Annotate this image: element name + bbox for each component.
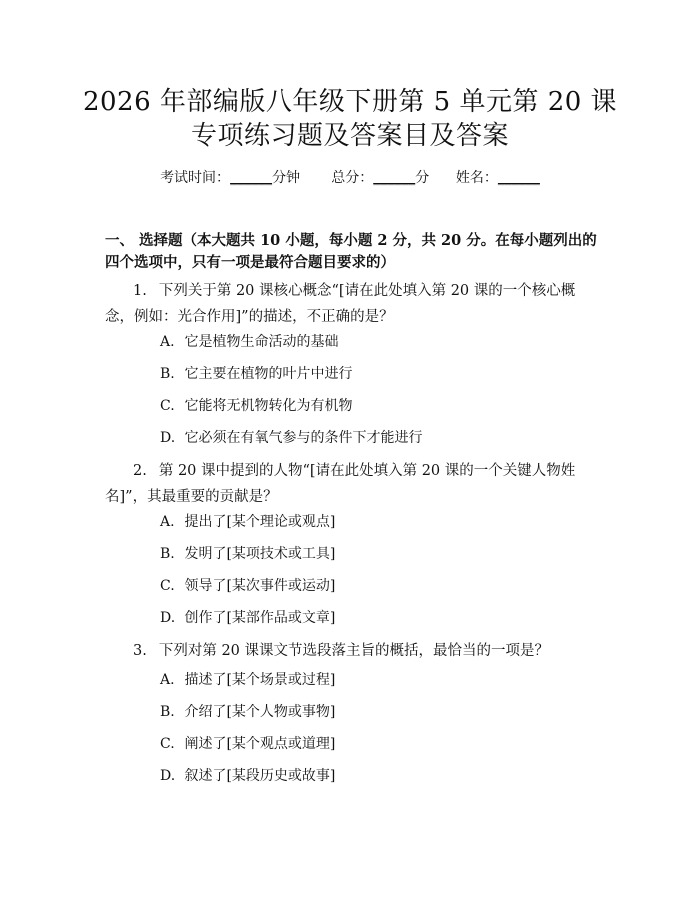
time-unit: 分钟 (272, 170, 301, 186)
option-letter: B. (160, 366, 175, 382)
option-text: 它是植物生命活动的基础 (184, 334, 339, 350)
question-text: 下列关于第 20 课核心概念“[请在此处填入第 20 课的一个核心概念，例如：光合作用]”的描述，不正确的是？ (105, 283, 576, 325)
time-label: 考试时间： (160, 170, 231, 186)
name-label: 姓名： (455, 170, 498, 186)
score-unit: 分 (415, 170, 430, 186)
option-letter: D. (160, 430, 176, 446)
option-1d (160, 428, 422, 448)
option-letter: B. (160, 546, 175, 562)
option-text: 阐述了[某个观点或道理] (184, 736, 336, 752)
page-title-line2: 专项练习题及答案目及答案 (190, 121, 509, 151)
option-1c (160, 396, 352, 416)
name-blank: ______ (497, 170, 540, 186)
option-text: 描述了[某个场景或过程] (184, 672, 336, 688)
option-text: 发明了[某项技术或工具] (184, 546, 336, 562)
option-letter: B. (160, 704, 175, 720)
option-1b (160, 364, 352, 384)
option-text: 它必须在有氧气参与的条件下才能进行 (184, 430, 423, 446)
option-text: 它主要在植物的叶片中进行 (184, 366, 353, 382)
option-text: 创作了[某部作品或文章] (184, 610, 336, 626)
option-letter: C. (160, 736, 175, 752)
option-text: 提出了[某个理论或观点] (184, 514, 336, 530)
score-label: 总分： (331, 170, 374, 186)
option-2c (160, 576, 335, 596)
section-heading: 一、 选择题（本大题共 10 小题，每小题 2 分，共 20 分。在每小题列出的四个选项中，只有一项是最符合题目要求的） (105, 232, 597, 271)
question-2 (105, 458, 602, 510)
option-2d (160, 608, 335, 628)
option-letter: D. (160, 768, 176, 784)
question-1 (105, 278, 602, 330)
option-letter: A. (160, 672, 175, 688)
option-2a (160, 512, 335, 532)
option-3d (160, 766, 335, 786)
option-letter: A. (160, 334, 175, 350)
option-letter: C. (160, 398, 175, 414)
question-number: 1. (133, 283, 147, 299)
option-3c (160, 734, 335, 754)
question-text: 下列对第 20 课课文节选段落主旨的概括，最恰当的一项是？ (158, 643, 550, 659)
question-number: 3. (133, 643, 147, 659)
option-letter: A. (160, 514, 175, 530)
score-blank: ______ (373, 170, 416, 186)
exam-info-line (0, 168, 700, 188)
question-3 (105, 638, 602, 664)
option-text: 介绍了[某个人物或事物] (184, 704, 336, 720)
time-blank: ______ (230, 170, 273, 186)
option-2b (160, 544, 335, 564)
option-text: 叙述了[某段历史或故事] (184, 768, 336, 784)
option-text: 领导了[某次事件或运动] (184, 578, 336, 594)
option-text: 它能将无机物转化为有机物 (184, 398, 353, 414)
option-letter: C. (160, 578, 175, 594)
option-3b (160, 702, 335, 722)
option-3a (160, 670, 335, 690)
page-title-line1: 2026 年部编版八年级下册第 5 单元第 20 课 (82, 87, 618, 117)
option-letter: D. (160, 610, 176, 626)
question-text: 第 20 课中提到的人物“[请在此处填入第 20 课的一个关键人物姓名]”，其最重要的贡献是？ (105, 463, 576, 505)
option-1a (160, 332, 338, 352)
question-number: 2. (133, 463, 147, 479)
